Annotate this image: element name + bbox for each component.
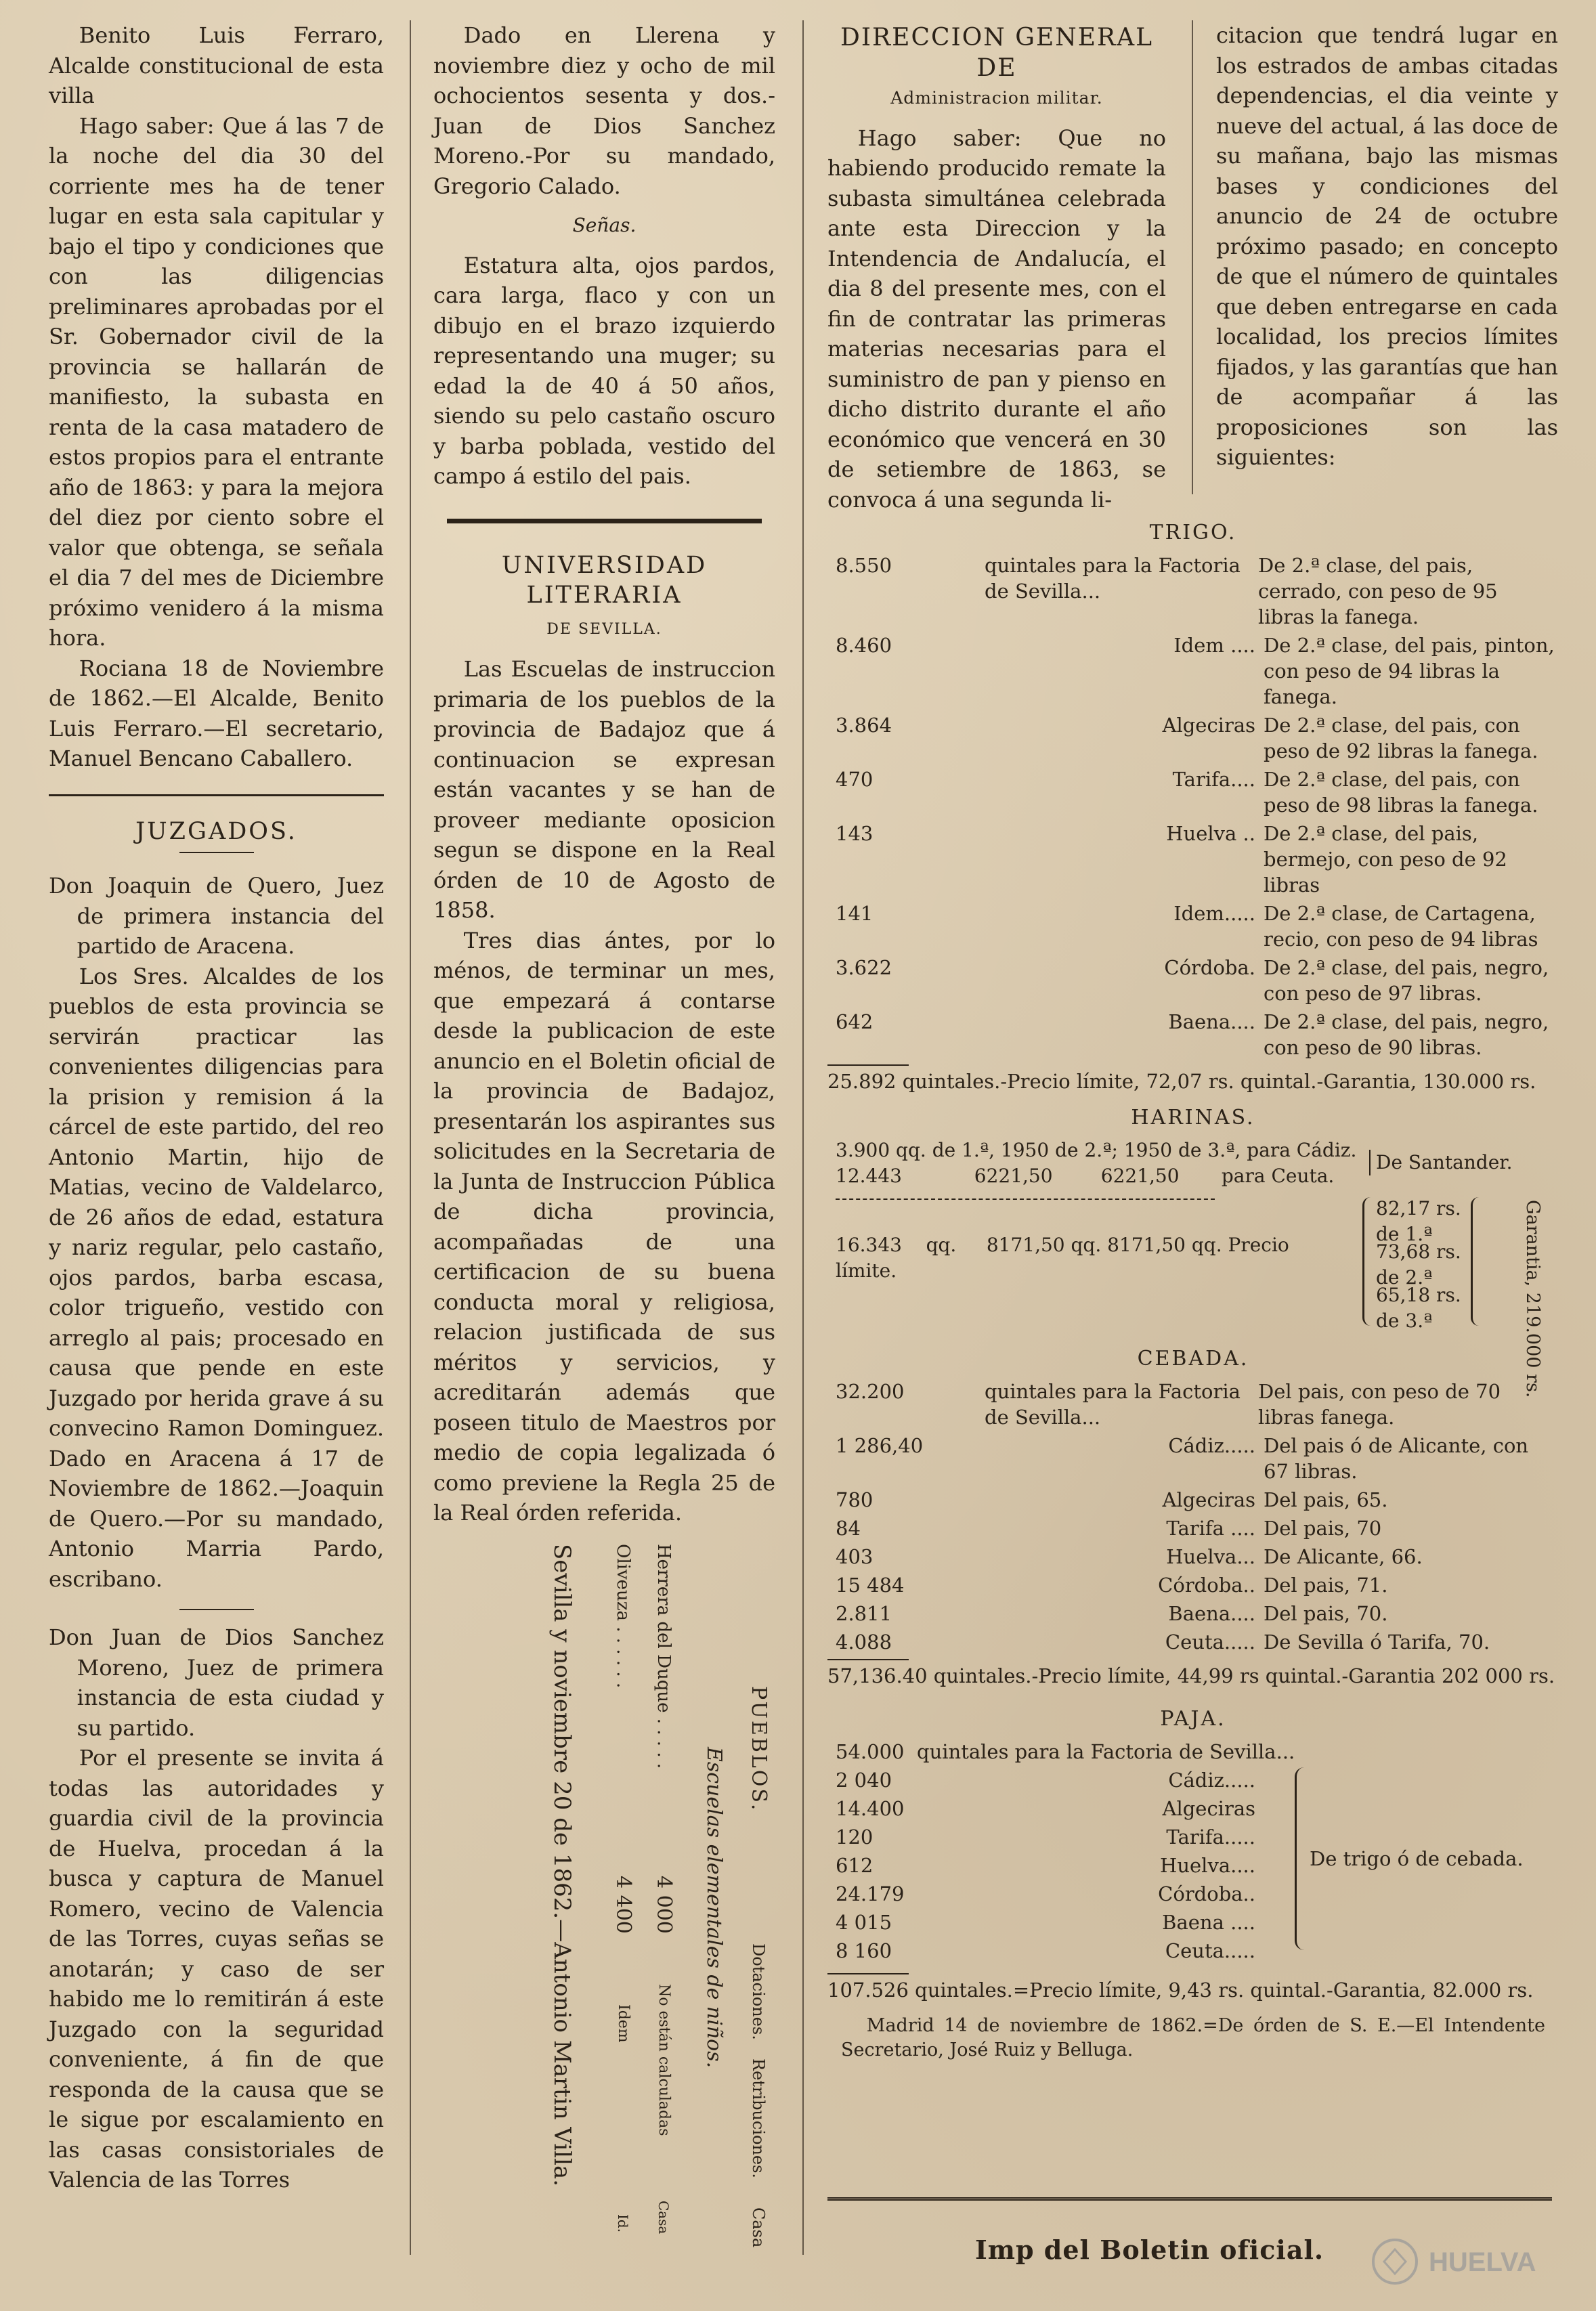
- place: Baena....: [1168, 1010, 1255, 1033]
- paja-brace: [1295, 1767, 1306, 1950]
- place: Tarifa....: [1172, 768, 1255, 791]
- table-row: [827, 712, 1559, 764]
- quantity: 8.550: [836, 554, 892, 577]
- table-row: [827, 955, 1559, 1006]
- column-2: [433, 20, 775, 1528]
- quantity: 84: [836, 1517, 861, 1540]
- description: De Alicante, 66.: [1264, 1545, 1423, 1568]
- table-row-oliveuza-casa: Id.: [615, 2214, 631, 2233]
- quantity: 642: [836, 1010, 874, 1033]
- table-header-retribuciones: Retribuciones.: [749, 2058, 768, 2179]
- place: Huelva....: [1160, 1854, 1255, 1877]
- harinas-price-3: 65,18 rs. de 3.ª: [1376, 1284, 1461, 1332]
- quantity: 3.864: [836, 714, 892, 737]
- universidad-heading: UNIVERSIDAD LITERARIA: [501, 551, 708, 609]
- description: Del pais, con peso de 70 libras fanega.: [1258, 1380, 1501, 1429]
- plazo-notice: Tres dias ántes, por lo ménos, de terminar un mes, que empezará á contarse desde la publicacion de este anuncio en el Boletin oficial de la provincia de Badajoz, presentarán los aspirantes sus solicitudes en la Secretaria de la Junta de Instruccion Pública de dicha provincia, acompañadas de una certificacion de su buena conducta moral y religiosa, relacion justificada de sus méritos y servicios, y acreditarán además que poseen titulo de Maestros por medio de copia legalizada ó como previene la Regla 25 de la Real órden referida.: [433, 927, 775, 1526]
- harinas-total-line: 16.343 qq. 8171,50 qq. 8171,50 qq. Precio límite.: [836, 1234, 1295, 1282]
- description: Del pais, 71.: [1264, 1574, 1388, 1597]
- harinas-price-1: 82,17 rs. de 1.ª: [1376, 1197, 1461, 1245]
- sum-rule: [827, 1659, 909, 1660]
- place: Idem.....: [1173, 902, 1255, 925]
- place: Huelva ..: [1166, 822, 1255, 845]
- table-row: [827, 1909, 1315, 1935]
- quantity: 780: [836, 1488, 874, 1511]
- juez-sanchez-header: Don Juan de Dios Sanchez Moreno, Juez de primera instancia de esta ciudad y su partido.: [49, 1624, 384, 1741]
- table-row-oliveuza: Oliveuza . . . . . .: [613, 1544, 633, 1689]
- table-row: [827, 1767, 1315, 1793]
- intendente-signature: Madrid 14 de noviembre de 1862.=De órden de S. E.—El Intendente Secretario, José Ruiz y Belluga.: [841, 2015, 1545, 2060]
- description: De 2.ª clase, del pais, bermejo, con peso de 92 libras: [1264, 822, 1507, 897]
- direccion-subheading: Administracion militar.: [890, 88, 1103, 108]
- harinas-heading: HARINAS.: [1131, 1106, 1255, 1129]
- section-rule-thick: [447, 519, 762, 523]
- table-row-oliveuza-dotacion: 4 400: [611, 1876, 635, 1934]
- column-rule-3: [1192, 20, 1193, 494]
- cebada-total: 57,136.40 quintales.-Precio límite, 44,99 rs quintal.-Garantia 202 000 rs.: [827, 1664, 1555, 1687]
- place: Ceuta.....: [1165, 1630, 1255, 1654]
- harinas-garantia: Garantia, 219.000 rs.: [1522, 1200, 1543, 1398]
- place: quintales para la Factoria de Sevilla...: [985, 554, 1241, 603]
- table-row: [827, 821, 1559, 898]
- place: Baena ....: [1162, 1911, 1255, 1934]
- juzgados-heading: JUZGADOS.: [135, 817, 297, 845]
- alcalde-signature: Rociana 18 de Noviembre de 1862.—El Alcalde, Benito Luis Ferraro.—El secretario, Manuel Bencano Caballero.: [49, 655, 384, 771]
- place: Huelva...: [1166, 1545, 1255, 1568]
- sum-rule: [827, 1064, 909, 1066]
- description: De 2.ª clase, del pais, negro, con peso de 90 libras.: [1264, 1010, 1549, 1059]
- table-row: [827, 1572, 1559, 1598]
- trigo-total: 25.892 quintales.-Precio límite, 72,07 rs. quintal.-Garantia, 130.000 rs.: [827, 1070, 1536, 1093]
- direccion-notice: Hago saber: Que no habiendo producido remate la subasta simultánea celebrada ante esta Direccion y la Intendencia de Andalucía, el dia 8 del presente mes, con el fin de contratar las primeras materias necesarias para el suministro de pan y pienso en dicho distrito durante el año económico que vencerá en 30 de setiembre de 1863, se convoca á una segunda li-: [827, 125, 1166, 513]
- table-row: [827, 1009, 1559, 1060]
- description: De 2.ª clase, del pais, pinton, con peso de 94 libras la fanega.: [1264, 634, 1555, 708]
- imprint: Imp del Boletin oficial.: [975, 2234, 1324, 2265]
- place: Ceuta.....: [1165, 1939, 1255, 1962]
- place: Tarifa ....: [1166, 1517, 1255, 1540]
- table-row: [827, 1601, 1559, 1626]
- heading-dash: [179, 852, 254, 853]
- quantity: 8 160: [836, 1939, 892, 1962]
- table-row-oliveuza-retribucion: Idem: [615, 2004, 632, 2043]
- harinas-line-cadiz: 3.900 qq. de 1.ª, 1950 de 2.ª; 1950 de 3.ª, para Cádiz.: [836, 1139, 1357, 1161]
- quantity: 24.179: [836, 1882, 905, 1905]
- suministro-tables: [827, 515, 1559, 2062]
- harinas-sum-dashes: [836, 1198, 1215, 1200]
- table-subheading: Escuelas elementales de niños.: [702, 1747, 726, 2069]
- quantity: 143: [836, 822, 874, 845]
- harinas-garantia-brace: [1471, 1197, 1481, 1326]
- table-row: [827, 1629, 1559, 1655]
- cebada-heading: CEBADA.: [1137, 1347, 1249, 1370]
- escuelas-table-rotated: [474, 1544, 772, 2248]
- paja-table: [827, 1739, 1559, 1969]
- table-row: [827, 1379, 1559, 1430]
- archive-stamp: [1368, 2234, 1551, 2289]
- harinas-line-ceuta: 12.443 6221,50 6221,50 para Ceuta.: [836, 1165, 1335, 1187]
- alcalde-notice: Hago saber: Que á las 7 de la noche del dia 30 del corriente mes ha de tener lugar en esta sala capitular y bajo el tipo y condiciones que con las diligencias preliminares aprobadas por el Sr. Gobernador civil de la provincia se hallarán de manifiesto, la subasta en renta de la casa matadero de estos propios para el entrante año de 1863: y para la mejora del diez por ciento sobre el valor que obtenga, se señala el dia 7 del mes de Diciembre próximo venidero á la misma hora.: [49, 112, 384, 651]
- description: De 2.ª clase, del pais, cerrado, con peso de 95 libras la fanega.: [1258, 554, 1498, 628]
- table-header-pueblos: PUEBLOS.: [747, 1686, 771, 1813]
- quantity: 4 015: [836, 1911, 892, 1934]
- table-row: [827, 1544, 1559, 1570]
- direccion-heading: DIRECCION GENERAL DE: [840, 24, 1154, 82]
- quantity: 403: [836, 1545, 874, 1568]
- table-row: [827, 553, 1559, 630]
- quantity: 2.811: [836, 1602, 892, 1625]
- harinas-price-brace: [1362, 1197, 1373, 1326]
- paja-heading: PAJA.: [1160, 1707, 1226, 1731]
- place: Algeciras: [1162, 714, 1255, 737]
- description: De 2.ª clase, de Cartagena, recio, con peso de 94 libras: [1264, 902, 1538, 951]
- description: Del pais ó de Alicante, con 67 libras.: [1264, 1434, 1529, 1483]
- sum-rule: [827, 1973, 909, 1974]
- table-row: [827, 766, 1559, 818]
- juez-aracena-header: Don Joaquin de Quero, Juez de primera instancia del partido de Aracena.: [49, 873, 384, 959]
- quantity: 1 286,40: [836, 1434, 924, 1457]
- trigo-table: [827, 553, 1559, 1060]
- table-header-casa: Casa: [749, 2207, 768, 2248]
- quantity: 15 484: [836, 1574, 905, 1597]
- place: Córdoba..: [1158, 1882, 1255, 1905]
- quantity: 54.000: [836, 1740, 905, 1763]
- table-row: [827, 1853, 1315, 1878]
- universidad-subheading: DE SEVILLA.: [546, 620, 662, 638]
- table-row: [827, 1487, 1559, 1513]
- quantity: 612: [836, 1854, 874, 1877]
- description: Del pais, 70: [1264, 1517, 1382, 1540]
- captura-notice: Por el presente se invita á todas las autoridades y guardia civil de la provincia de Huelva, procedan á la busca y captura de Manuel Romero, vecino de Valencia de las Torres, cuyas señas se anotarán; y caso de ser habido me lo remitirán á este Juzgado con la seguridad conveniente, á fin de que responda de la causa que se le sigue por escalamiento en las casas consistoriales de Valencia de las Torres: [49, 1745, 384, 2193]
- quantity: 2 040: [836, 1769, 892, 1792]
- quantity: 120: [836, 1826, 874, 1849]
- quantity: 3.622: [836, 956, 892, 979]
- place: Cádiz.....: [1168, 1769, 1255, 1792]
- trigo-heading: TRIGO.: [1149, 521, 1237, 544]
- table-row-herrera: Herrera del Duque . . . . .: [653, 1544, 674, 1769]
- stamp-text: HUELVA: [1429, 2247, 1536, 2277]
- senas-title: Señas.: [572, 214, 637, 236]
- table-row: [827, 1938, 1315, 1964]
- table-row: [827, 1824, 1315, 1850]
- harinas-santander: De Santander.: [1369, 1150, 1513, 1175]
- cebada-table: [827, 1379, 1559, 1655]
- paja-rows: [827, 1739, 1315, 1966]
- place: Algeciras: [1162, 1797, 1255, 1820]
- notice-dash: [179, 1609, 254, 1610]
- quantity: 4.088: [836, 1630, 892, 1654]
- llerena-signature: Dado en Llerena y noviembre diez y ocho de mil ochocientos sesenta y dos.-Juan de Dios Sanchez Moreno.-Por su mandado, Gregorio Calado.: [433, 22, 775, 199]
- place: quintales para la Factoria de Sevilla...: [985, 1380, 1241, 1429]
- place: Cádiz.....: [1168, 1434, 1255, 1457]
- description: De 2.ª clase, del pais, con peso de 92 libras la fanega.: [1264, 714, 1538, 762]
- table-header-dotaciones: Dotaciones.: [749, 1943, 768, 2040]
- place: quintales para la Factoria de Sevilla...: [917, 1740, 1295, 1763]
- quantity: 470: [836, 768, 874, 791]
- quantity: 141: [836, 902, 874, 925]
- place: Córdoba.: [1164, 956, 1255, 979]
- column-3: [827, 20, 1166, 515]
- escuelas-notice: Las Escuelas de instruccion primaria de los pueblos de la provincia de Badajoz que á continuacion se expresan están vacantes y se han de proveer mediante oposicion segun se dispone en la Real órden de 10 de Agosto de 1858.: [433, 656, 775, 923]
- description: De 2.ª clase, del pais, negro, con peso de 97 libras.: [1264, 956, 1549, 1005]
- table-row: [827, 1796, 1315, 1821]
- footer-rule: [827, 2197, 1552, 2203]
- alcalde-header: Benito Luis Ferraro, Alcalde constitucional de esta villa: [49, 22, 384, 108]
- quantity: 32.200: [836, 1380, 905, 1403]
- senas-description: Estatura alta, ojos pardos, cara larga, flaco y con un dibujo en el brazo izquierdo representando una muger; su edad la de 40 á 50 años, siendo su pelo castaño oscuro y barba poblada, vestido del campo á estilo del pais.: [433, 252, 775, 489]
- place: Baena....: [1168, 1602, 1255, 1625]
- description: Del pais, 70.: [1264, 1602, 1388, 1625]
- direccion-notice-continued: citacion que tendrá lugar en los estrados de ambas citadas dependencias, el dia veinte y nueve del actual, á las doce de su mañana, bajo las mismas bases y condiciones del anuncio de 24 de octubre próximo pasado; en concepto de que el número de quintales que deben entregarse en cada localidad, los precios límites fijados, y las garantías que han de acompañar á las proposiciones son las siguientes:: [1216, 22, 1558, 470]
- harinas-price-2: 73,68 rs. de 2.ª: [1376, 1240, 1461, 1289]
- table-row-herrera-dotacion: 4 000: [652, 1876, 676, 1934]
- section-rule: [49, 794, 384, 796]
- table-row: [827, 632, 1559, 710]
- place: Algeciras: [1162, 1488, 1255, 1511]
- place: Córdoba..: [1158, 1574, 1255, 1597]
- column-rule-2: [802, 20, 804, 2255]
- column-4: [1216, 20, 1558, 473]
- table-row-herrera-casa: Casa: [655, 2201, 672, 2234]
- table-row: [827, 1515, 1559, 1541]
- description: De Sevilla ó Tarifa, 70.: [1264, 1630, 1490, 1654]
- aracena-notice: Los Sres. Alcaldes de los pueblos de esta provincia se servirán practicar las convenientes diligencias para la prision y remision á la cárcel de este partido, del reo Antonio Martin, hijo de Matias, vecino de Valdelarco, de 26 años de edad, estatura y nariz regular, pelo castaño, ojos pardos, barba escasa, color trigueño, vestido con arreglo al pais; procesado en causa que pende en este Juzgado por herida grave á su convecino Ramon Dominguez. Dado en Aracena á 17 de Noviembre de 1862.—Joaquin de Quero.—Por su mandado, Antonio Marria Pardo, escribano.: [49, 963, 384, 1592]
- table-row: [827, 1881, 1315, 1907]
- table-row: [827, 901, 1559, 952]
- column-1: [49, 20, 384, 2195]
- table-row: [827, 1433, 1559, 1484]
- quantity: 8.460: [836, 634, 892, 657]
- description: De 2.ª clase, del pais, con peso de 98 libras la fanega.: [1264, 768, 1538, 817]
- table-footer-signature: Sevilla y noviembre 20 de 1862.—Antonio Martin Villa.: [548, 1544, 576, 2187]
- quantity: 14.400: [836, 1797, 905, 1820]
- description: Del pais, 65.: [1264, 1488, 1388, 1511]
- paja-description: De trigo ó de cebada.: [1310, 1847, 1524, 1870]
- paja-total: 107.526 quintales.=Precio límite, 9,43 rs. quintal.-Garantia, 82.000 rs.: [827, 1979, 1534, 2002]
- table-row-herrera-retribucion: No están calculadas: [655, 1984, 672, 2136]
- place: Tarifa.....: [1166, 1826, 1255, 1849]
- place: Idem ....: [1173, 634, 1255, 657]
- seal-icon: [1368, 2234, 1551, 2289]
- table-row: [827, 1739, 1315, 1765]
- column-rule-1: [410, 20, 411, 2255]
